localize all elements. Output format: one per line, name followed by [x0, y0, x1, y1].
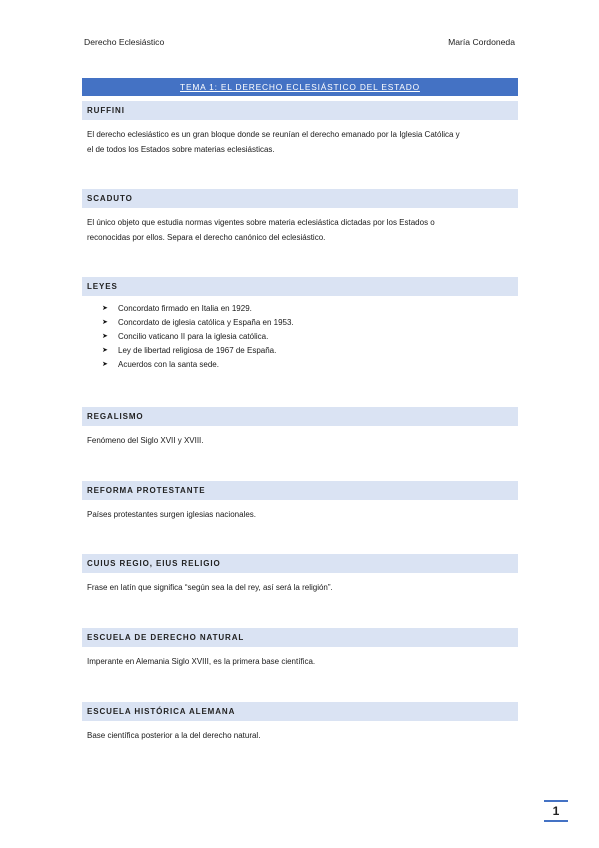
- arrow-right-icon: ➤: [102, 347, 108, 354]
- section-cuius-regio: [82, 554, 518, 595]
- section-body: [87, 654, 518, 669]
- list-item-text: Concordato de iglesia católica y España en 1953.: [118, 318, 294, 327]
- running-header: [84, 37, 515, 47]
- text-line: Base científica posterior a la del derecho natural.: [87, 731, 261, 740]
- list-item: [102, 358, 518, 372]
- text-line: El único objeto que estudia normas vigentes sobre materia eclesiástica dictadas por los Estados o: [87, 218, 435, 227]
- list-item-text: Concordato firmado en Italia en 1929.: [118, 304, 252, 313]
- list-item: [102, 316, 518, 330]
- section-reforma-protestante: [82, 481, 518, 522]
- arrow-right-icon: ➤: [102, 305, 108, 312]
- header-course-name: Derecho Eclesiástico: [84, 37, 165, 47]
- section-body: [87, 580, 518, 595]
- text-line: reconocidas por ellos. Separa el derecho canónico del eclesiástico.: [87, 233, 326, 242]
- section-regalismo: [82, 407, 518, 448]
- section-heading: RUFFINI: [82, 101, 518, 120]
- section-ruffini: [82, 101, 518, 157]
- list-item: [102, 344, 518, 358]
- section-heading: LEYES: [82, 277, 518, 296]
- bullet-list: [102, 302, 518, 372]
- section-body: [87, 433, 518, 448]
- arrow-right-icon: ➤: [102, 361, 108, 368]
- section-escuela-derecho-natural: [82, 628, 518, 669]
- section-body: [87, 127, 518, 157]
- section-heading: ESCUELA HISTÓRICA ALEMANA: [82, 702, 518, 721]
- arrow-right-icon: ➤: [102, 319, 108, 326]
- section-escuela-historica-alemana: [82, 702, 518, 743]
- document-title: TEMA 1: EL DERECHO ECLESIÁSTICO DEL ESTADO: [180, 82, 420, 92]
- list-item: [102, 302, 518, 316]
- arrow-right-icon: ➤: [102, 333, 108, 340]
- section-heading: REFORMA PROTESTANTE: [82, 481, 518, 500]
- list-item-text: Ley de libertad religiosa de 1967 de España.: [118, 346, 277, 355]
- text-line: Fenómeno del Siglo XVII y XVIII.: [87, 436, 204, 445]
- section-body: [87, 728, 518, 743]
- section-heading: CUIUS REGIO, EIUS RELIGIO: [82, 554, 518, 573]
- list-item: [102, 330, 518, 344]
- document-title-bar: [82, 78, 518, 96]
- text-line: el de todos los Estados sobre materias eclesiásticas.: [87, 145, 275, 154]
- section-heading: REGALISMO: [82, 407, 518, 426]
- page-number: 1: [544, 800, 568, 818]
- section-leyes: [82, 277, 518, 372]
- section-heading: ESCUELA DE DERECHO NATURAL: [82, 628, 518, 647]
- section-body: [87, 215, 518, 245]
- text-line: Frase en latín que significa “según sea la del rey, así será la religión”.: [87, 583, 333, 592]
- section-scaduto: [82, 189, 518, 245]
- text-line: Imperante en Alemania Siglo XVIII, es la primera base científica.: [87, 657, 316, 666]
- list-item-text: Acuerdos con la santa sede.: [118, 360, 219, 369]
- text-line: Países protestantes surgen iglesias nacionales.: [87, 510, 256, 519]
- header-author-name: María Cordoneda: [448, 37, 515, 47]
- section-heading: SCADUTO: [82, 189, 518, 208]
- section-body: [87, 507, 518, 522]
- list-item-text: Concilio vaticano II para la iglesia católica.: [118, 332, 269, 341]
- text-line: El derecho eclesiástico es un gran bloque donde se reunían el derecho emanado por la Iglesia Católica y: [87, 130, 460, 139]
